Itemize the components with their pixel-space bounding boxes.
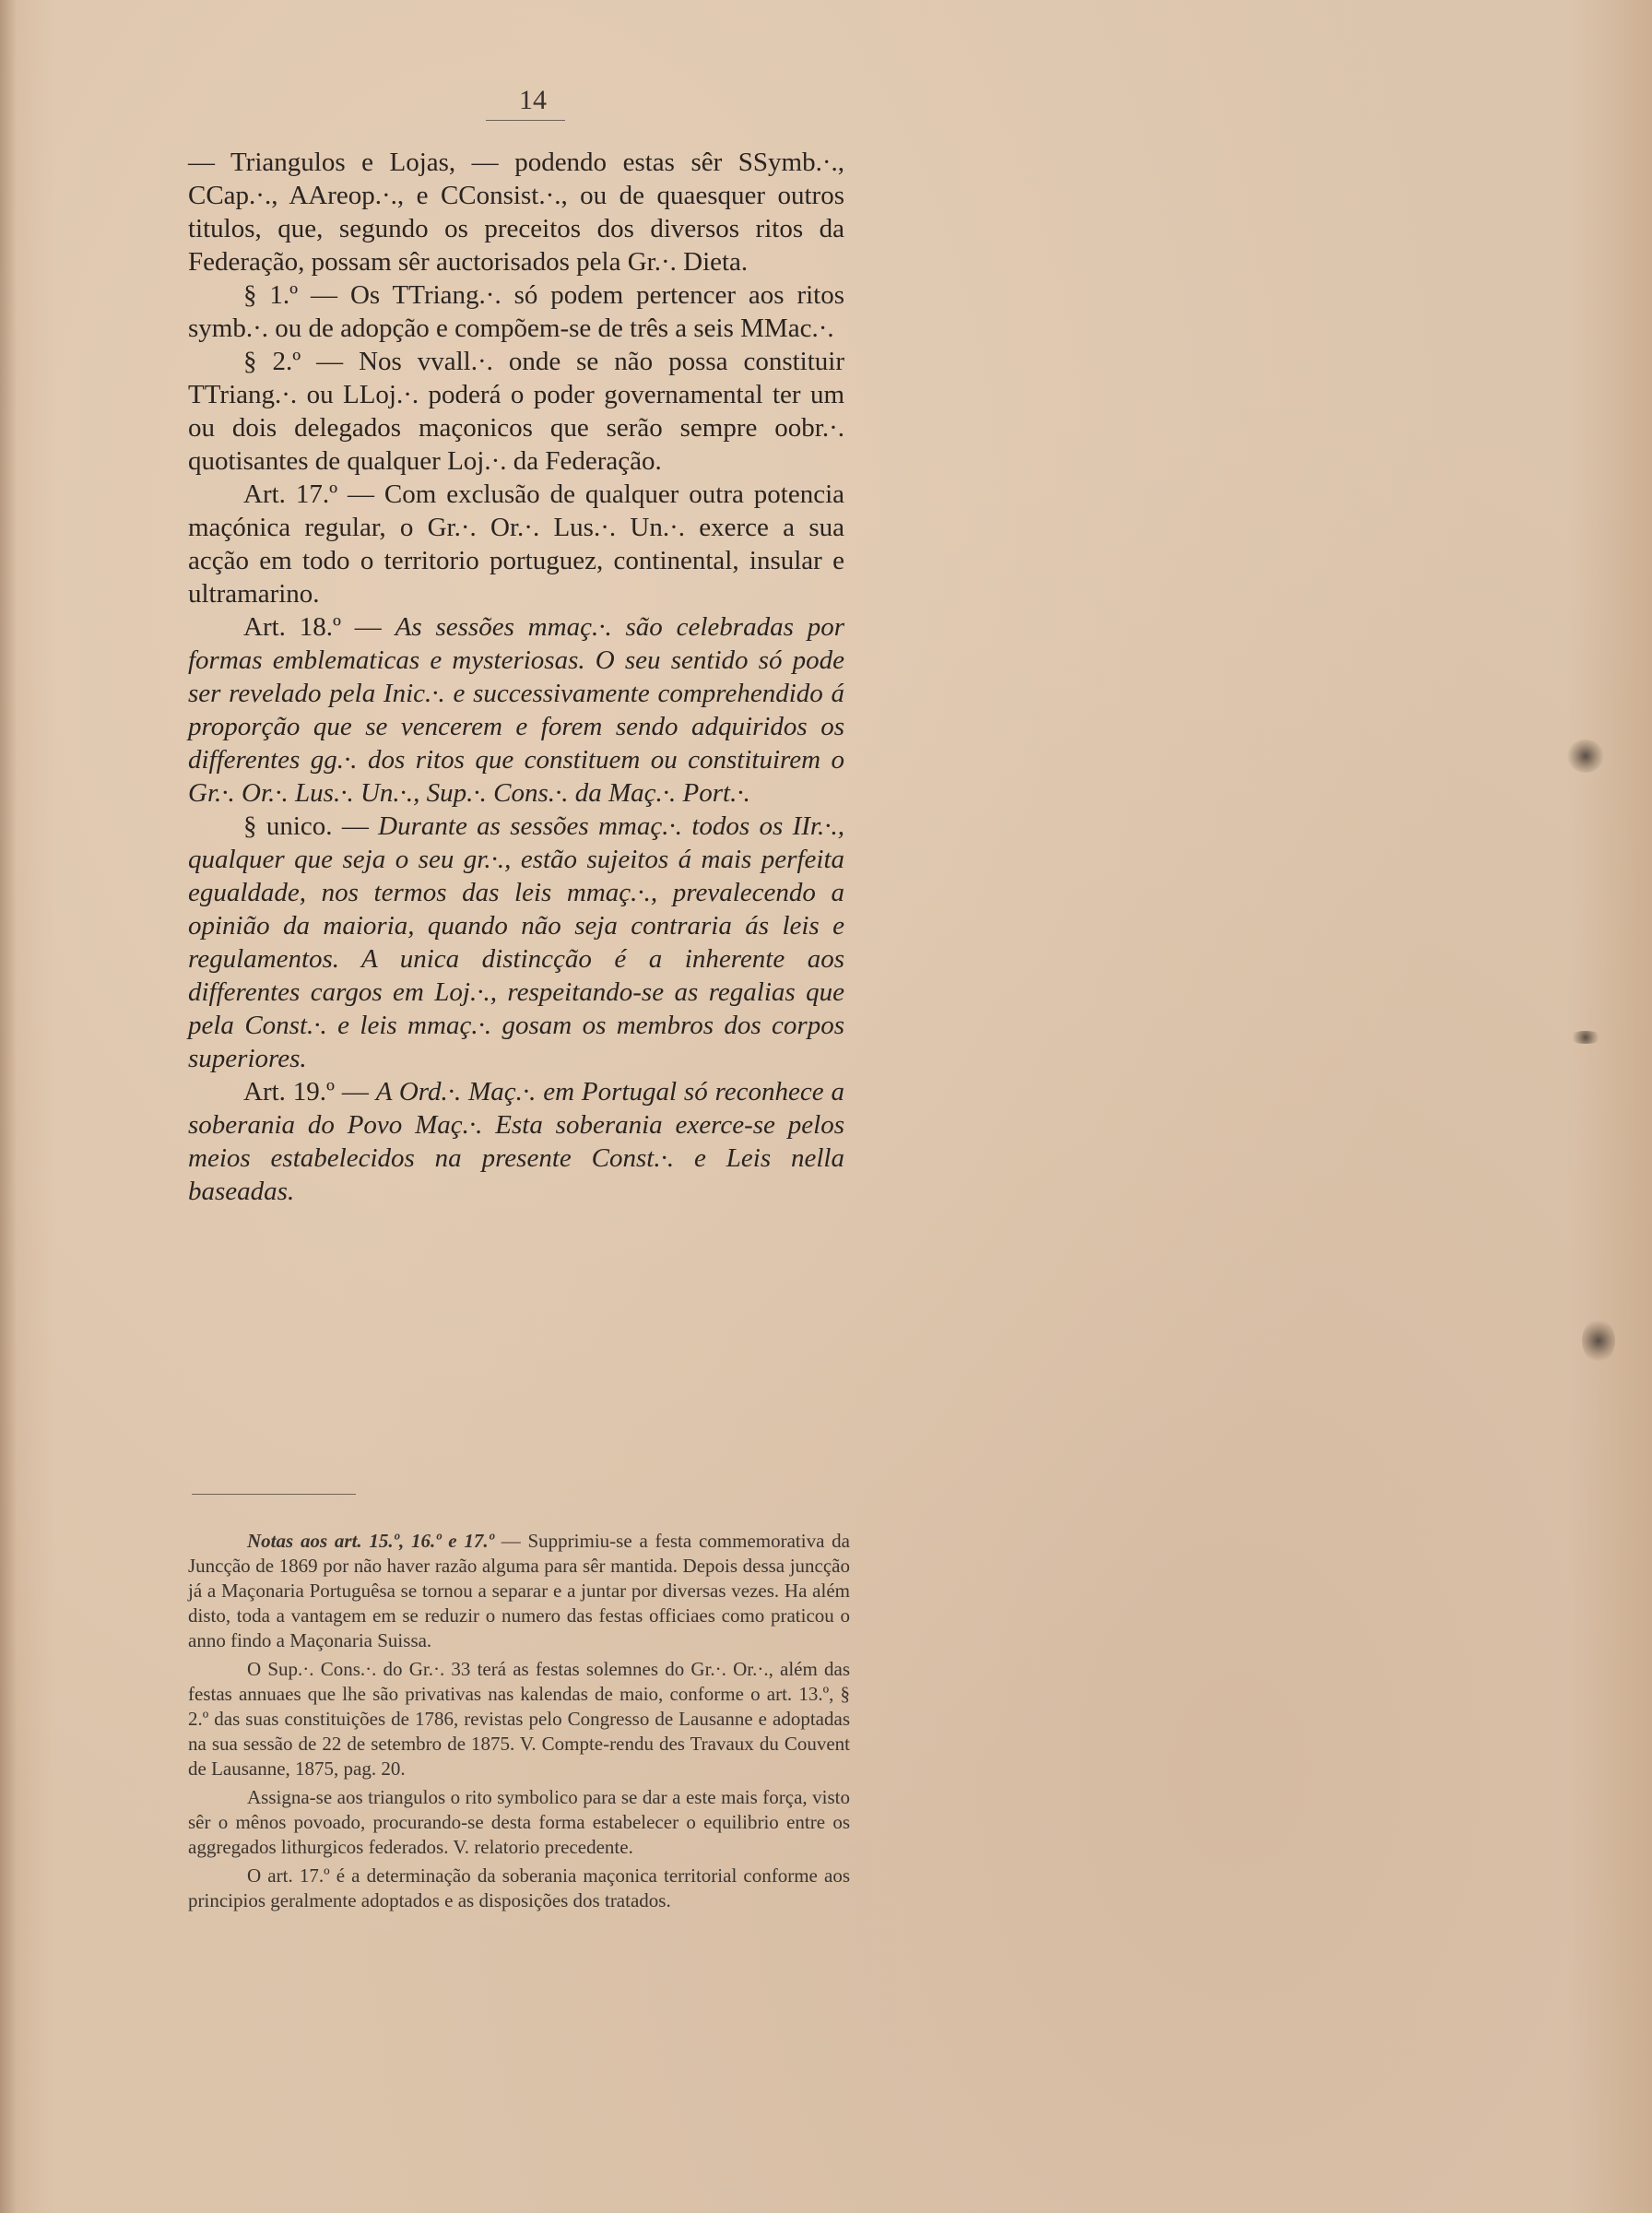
section-unico-lead: § unico. — — [243, 811, 379, 841]
paragraph-article-17: Art. 17.º — Com exclusão de qualquer outra potencia maçónica regular, o Gr.·. Or.·. Lus.·. Un.·. exerce a sua acção em todo o territorio portuguez, continental, insular e ultramarino. — [188, 479, 844, 609]
footnote-separator — [192, 1494, 356, 1495]
article-19-lead: Art. 19.º — — [243, 1077, 376, 1106]
notes-heading: Notas aos art. 15.º, 16.º e 17.º — [247, 1530, 494, 1552]
paragraph-section-2: § 2.º — Nos vvall.·. onde se não possa constituir TTriang.·. ou LLoj.·. poderá o poder governamental ter um ou dois delegados maçonicos que serão sempre oobr.·. quotisantes de qualquer Loj.·. da Federação. — [188, 347, 844, 476]
ink-stain-lower — [1582, 1319, 1615, 1363]
main-text-body — [188, 146, 844, 1208]
page-number-rule — [486, 120, 565, 121]
paragraph-triangulos: — Triangulos e Lojas, — podendo estas sêr SSymb.·., CCap.·., AAreop.·., e CConsist.·., ou de quaesquer outros titulos, que, segundo os preceitos dos diversos ritos da Federação, possam sêr auctorisados pela Gr.·. Dieta. — [188, 148, 844, 277]
note-paragraph-1 — [188, 1529, 850, 1653]
binding-edge-shadow — [0, 0, 17, 2213]
paragraph-section-unico — [188, 810, 844, 1075]
article-18-text: As sessões mmaç.·. são celebradas por formas emblematicas e mysteriosas. O seu sentido só pode ser revelado pela Inic.·. e successivamente comprehendido á proporção que se vencerem e forem sendo adquiridos os differentes gg.·. dos ritos que constituem ou constituirem o Gr.·. Or.·. Lus.·. Un.·., Sup.·. Cons.·. da Maç.·. Port.·. — [188, 612, 844, 808]
page-number: 14 — [519, 85, 547, 115]
paragraph-section-1: § 1.º — Os TTriang.·. só podem pertencer aos ritos symb.·. ou de adopção e compõem-se de três a seis MMac.·. — [188, 280, 844, 343]
note-paragraph-4: O art. 17.º é a determinação da soberania maçonica territorial conforme aos principios geralmente adoptados e as disposições dos tratados. — [188, 1864, 850, 1911]
article-18-lead: Art. 18.º — — [243, 612, 395, 642]
section-unico-text: Durante as sessões mmaç.·. todos os IIr.·., qualquer que seja o seu gr.·., estão sujeitos á mais perfeita egualdade, nos termos das leis mmaç.·., prevalecendo a opinião da maioria, quando não seja contraria ás leis e regulamentos. A unica distincção é a inherente aos differentes cargos em Loj.·., respeitando-se as regalias que pela Const.·. e leis mmaç.·. gosam os membros dos corpos superiores. — [188, 811, 844, 1073]
note-paragraph-3: Assigna-se aos triangulos o rito symbolico para se dar a este mais força, visto sêr o mênos povoado, procurando-se desta forma estabelecer o equilibrio entre os aggregados lithurgicos federados. V. relatorio precedente. — [188, 1786, 850, 1858]
ink-stain-middle — [1569, 1031, 1602, 1044]
ink-stain-upper — [1567, 740, 1604, 773]
paragraph-article-18 — [188, 610, 844, 810]
note-paragraph-1-text: — Supprimiu-se a festa commemorativa da Juncção de 1869 por não haver razão alguma para sêr mantida. Depois dessa juncção já a Maçonaria Portuguêsa se tornou a separar e a juntar por diversas vezes. Ha além disto, toda a vantagem em se reduzir o numero das festas officiaes como praticou o anno findo a Maçonaria Suissa. — [188, 1530, 850, 1651]
notes-section — [188, 1529, 850, 1917]
article-19-text: A Ord.·. Maç.·. em Portugal só reconhece a soberania do Povo Maç.·. Esta soberania exerce-se pelos meios estabelecidos na presente Const.·. e Leis nella baseadas. — [188, 1077, 845, 1206]
paragraph-article-19 — [188, 1075, 844, 1208]
note-paragraph-2: O Sup.·. Cons.·. do Gr.·. 33 terá as festas solemnes do Gr.·. Or.·., além das festas annuaes que lhe são privativas nas kalendas de maio, conforme o art. 13.º, § 2.º das suas constituições de 1786, revistas pelo Congresso de Lausanne e adoptadas na sua sessão de 22 de setembro de 1875. V. Compte-rendu des Travaux du Couvent de Lausanne, 1875, pag. 20. — [188, 1658, 850, 1780]
